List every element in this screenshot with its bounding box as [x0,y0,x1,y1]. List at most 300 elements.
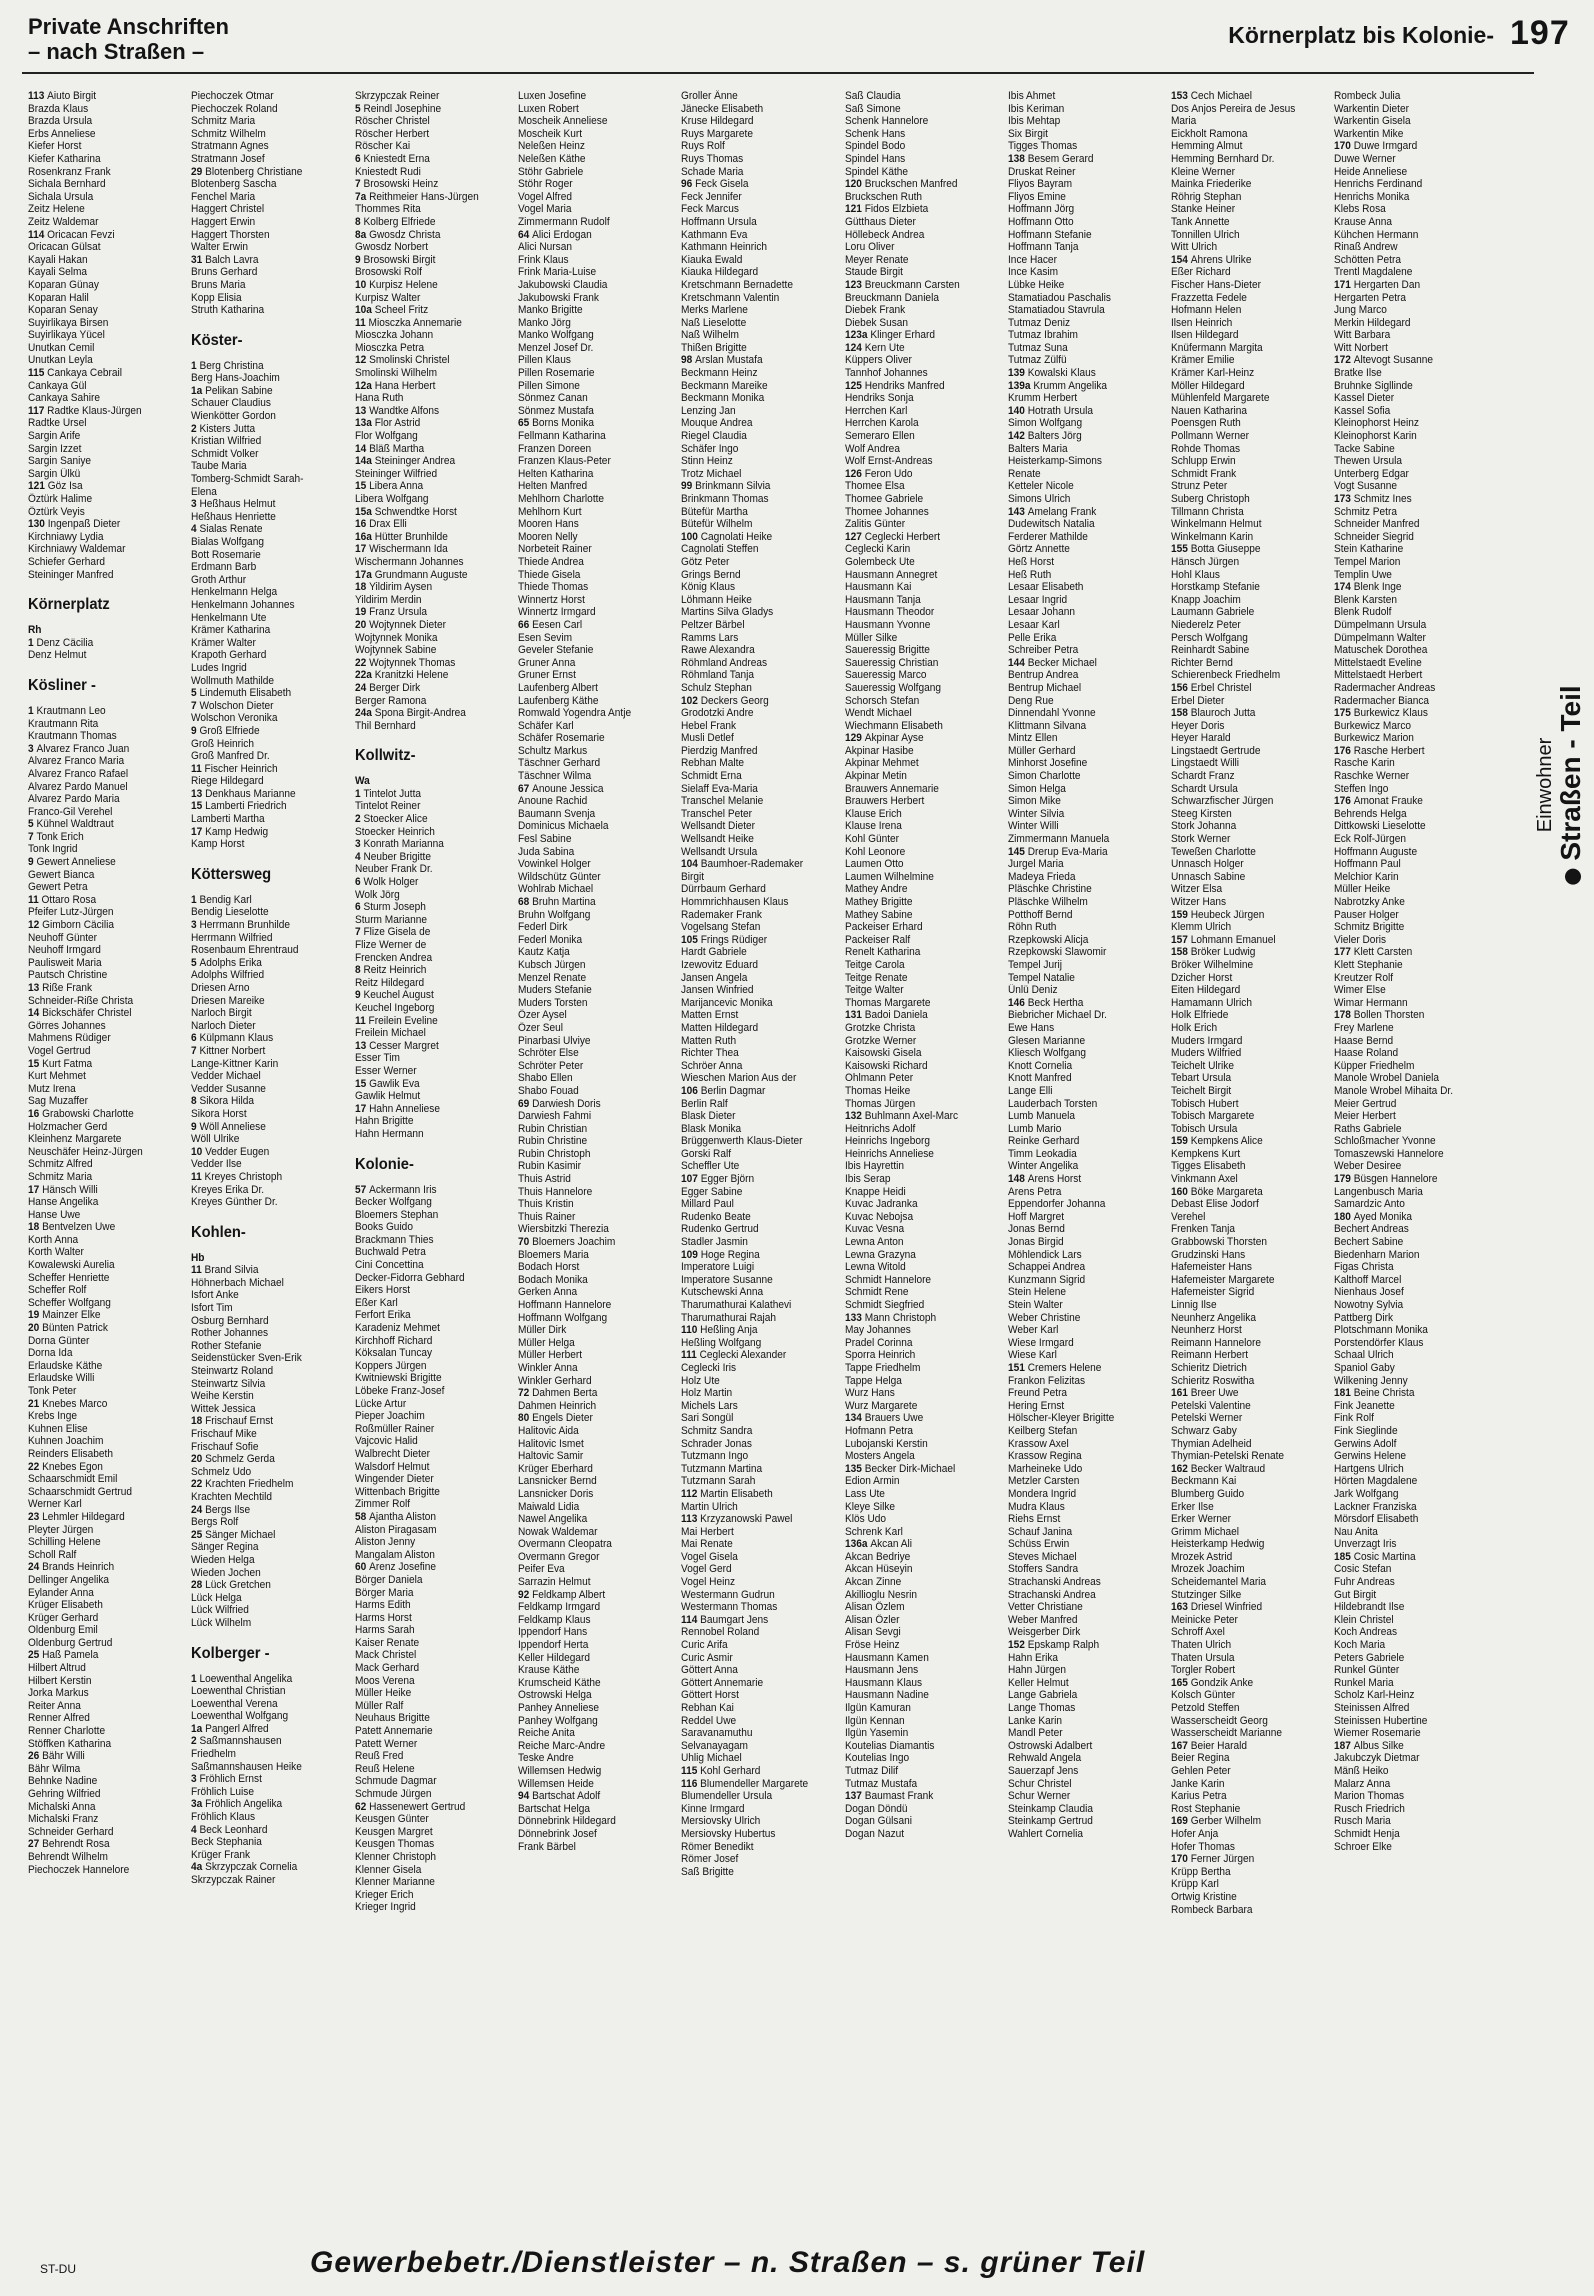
resident-entry: Schur Christel [1007,1777,1072,1790]
resident-entry: Hardt Gabriele [681,946,748,959]
resident-entry: Renate [1007,467,1041,480]
resident-entry: Thiede Andrea [517,555,584,568]
resident-entry: Thaten Ursula [1171,1651,1235,1664]
resident-entry: Freund Petra [1007,1387,1067,1400]
resident-entry: Küpper Friedhelm [1334,1059,1415,1072]
resident-entry: Schmitz Sandra [681,1424,753,1437]
resident-entry: Fröhlich Klaus [191,1811,256,1824]
resident-entry: Mittelstaedt Herbert [1334,669,1423,682]
resident-entry: König Klaus [681,581,736,594]
resident-entry: Bruhn Wolfgang [517,908,591,921]
resident-entry: Stein Katharine [1334,543,1404,556]
resident-entry: Beckmann Heinz [681,367,758,380]
resident-entry: Sichala Bernhard [28,178,106,191]
resident-entry: 28 Lück Gretchen [191,1579,272,1592]
resident-entry: Schiefer Gerhard [28,555,106,568]
resident-entry: 24 Berger Dirk [354,681,420,694]
resident-entry: Koutelias Diamantis [844,1739,934,1752]
resident-entry: 159 Kempkens Alice [1171,1135,1263,1148]
resident-entry: Scheidemantel Maria [1171,1576,1267,1589]
resident-entry: Sielaff Eva-Maria [681,782,759,795]
resident-entry: Wellsandt Heike [681,833,755,846]
resident-entry: 158 Blauroch Jutta [1171,707,1256,720]
resident-entry: Lück Wilhelm [191,1616,252,1629]
resident-entry: Müller Heike [1334,883,1391,896]
resident-entry: Mack Christel [354,1649,416,1662]
resident-entry: Schmude Jürgen [354,1788,432,1800]
resident-entry: Lewna Anton [844,1236,904,1249]
resident-entry: Haggert Thorsten [191,228,270,241]
resident-entry: Rudenko Gertrud [681,1223,759,1236]
resident-entry: Narloch Birgit [191,1007,253,1020]
resident-entry: Küppers Oliver [844,354,912,367]
resident-entry: Krieger Erich [354,1888,414,1901]
resident-entry: 19 Franz Ursula [354,606,427,619]
resident-entry: 5 Kühnel Waldtraut [28,818,114,831]
resident-entry: 8 Kolberg Elfriede [354,215,436,228]
resident-entry: Jakubowski Frank [517,291,599,304]
resident-entry: Wohlrab Michael [517,883,594,896]
resident-entry: Hanse Angelika [28,1196,99,1209]
resident-entry: Moscheik Kurt [517,127,583,140]
resident-entry: 123a Klinger Erhard [844,329,935,342]
resident-entry: Wildschütz Günter [517,870,601,883]
resident-entry: Hendriks Sonja [844,392,914,405]
resident-entry: 15a Schwendtke Horst [354,505,457,518]
resident-entry: Steininger Manfred [28,568,114,581]
resident-entry: Brosowski Rolf [354,266,422,279]
resident-entry: Klittmann Silvana [1007,719,1086,732]
resident-entry: Röscher Kai [354,140,410,153]
resident-entry: Rombeck Julia [1334,90,1401,102]
resident-entry: Schmitz Wilhelm [191,127,267,140]
resident-entry: 3 Heßhaus Helmut [191,498,276,511]
resident-entry: Laumen Wilhelmine [844,870,934,883]
resident-entry: Thuis Hannelore [517,1185,593,1198]
resident-entry: Becker Wolfgang [354,1196,432,1209]
resident-entry: Pillen Simone [517,379,580,392]
resident-entry: Unutkan Cemil [28,341,95,354]
resident-entry: Unutkan Leyla [28,354,93,367]
resident-entry: Struth Katharina [191,304,265,317]
resident-entry: Pillen Rosemarie [517,367,595,380]
resident-entry: Adolphs Wilfried [191,969,265,982]
resident-entry: Manko Wolfgang [517,329,594,342]
resident-entry: Tappe Helga [844,1374,902,1387]
resident-entry: 158 Bröker Ludwig [1171,946,1256,959]
resident-entry: Pattberg Dirk [1334,1311,1394,1324]
resident-entry: Thil Bernhard [354,719,416,732]
resident-entry: Trentl Magdalene [1334,266,1413,279]
resident-entry: Görtz Annette [1007,543,1070,556]
resident-entry: Lumb Mario [1007,1122,1062,1135]
resident-entry: Kassel Sofia [1334,404,1391,417]
resident-entry: Rasche Karin [1334,757,1396,770]
resident-entry: Ippendorf Herta [517,1639,589,1652]
resident-entry: Dinnendahl Yvonne [1007,707,1096,720]
resident-entry: Vieler Doris [1334,933,1387,946]
resident-entry: Kinne Irmgard [681,1802,745,1815]
resident-entry: Schmitz Maria [28,1170,93,1183]
resident-entry: Fink Sieglinde [1334,1424,1398,1437]
resident-entry: Federl Monika [517,933,583,946]
resident-entry: 12 Gimborn Cäcilia [28,919,115,932]
resident-entry: Grabbowski Thorsten [1171,1236,1268,1249]
resident-entry: Lass Ute [844,1487,885,1500]
resident-entry: Witt Ulrich [1171,241,1218,254]
resident-entry: 18 Yildirim Aysen [354,581,432,594]
resident-entry: 156 Erbel Christel [1171,681,1252,694]
resident-entry: Wingender Dieter [354,1473,434,1486]
resident-entry: Kurt Mehmet [28,1070,86,1083]
resident-entry: Dudewitsch Natalia [1007,518,1095,531]
resident-entry: Peters Gabriele [1334,1651,1405,1664]
resident-entry: Merkin Hildegard [1334,316,1411,329]
resident-entry: Ewe Hans [1007,1021,1054,1034]
resident-entry: Bütefür Martha [681,505,749,518]
resident-entry: Bergs Rolf [191,1516,239,1529]
resident-entry: Hilbert Kerstin [28,1674,92,1687]
resident-entry: Schwarzfischer Jürgen [1171,795,1274,808]
resident-entry: Stoecker Heinrich [354,825,435,838]
resident-entry: 4 Neuber Brigitte [354,850,431,863]
street-heading: Kolberger - [191,1644,270,1662]
resident-entry: 21 Knebes Marco [28,1397,108,1410]
resident-entry: Akcan Bedriye [844,1550,910,1563]
resident-entry: Sikora Horst [191,1107,247,1120]
resident-entry: Tutmaz Dilif [844,1764,898,1777]
resident-entry: Eylander Anna [28,1586,94,1599]
resident-entry: Friedhelm [191,1748,237,1761]
resident-entry: Müller Helga [517,1336,575,1349]
directory-column [28,90,173,2220]
resident-entry: Herrchen Karl [844,404,907,417]
resident-entry: Cagnolati Steffen [681,543,759,556]
resident-entry: Harms Edith [354,1599,411,1612]
resident-entry: Wendt Michael [844,707,912,720]
resident-entry: 165 Gondzik Anke [1171,1676,1254,1689]
resident-entry: Blenk Rudolf [1334,606,1392,619]
resident-entry: Arens Petra [1007,1185,1062,1198]
resident-entry: 16a Hütter Brunhilde [354,530,448,543]
resident-entry: 3a Fröhlich Angelika [191,1798,283,1811]
resident-entry: Helten Katharina [517,467,594,480]
resident-entry: Kautz Katja [517,946,570,959]
resident-entry: Druskat Reiner [1007,165,1076,178]
resident-entry: Muders Irmgard [1171,1034,1243,1047]
resident-entry: Alvarez Pardo Maria [28,793,120,806]
resident-entry: Vogel Gerd [681,1563,732,1576]
resident-entry: Zimmer Rolf [354,1498,410,1511]
resident-entry: Millard Paul [681,1198,735,1211]
resident-entry: Schultz Markus [517,744,588,757]
resident-entry: 7 Kittner Norbert [191,1044,266,1057]
directory-column [845,90,990,2220]
resident-entry: Schrenk Karl [844,1525,903,1538]
resident-entry: Gütthaus Dieter [844,215,916,228]
directory-column [1334,90,1479,2220]
resident-entry: Oricacan Gülsat [28,241,101,254]
resident-entry: 12 Smolinski Christel [354,354,450,367]
resident-entry: Knüfermann Margita [1171,341,1263,354]
resident-entry: Winnertz Irmgard [517,606,596,619]
resident-entry: Sturm Marianne [354,913,427,926]
resident-entry: Mooren Hans [517,518,579,531]
resident-entry: Vinkmann Axel [1171,1173,1238,1186]
resident-entry: Herrchen Karola [844,417,919,430]
resident-entry: Kliesch Wolfgang [1007,1047,1086,1060]
side-tab-big-label: Straßen - Teil [1555,685,1586,861]
resident-entry: Schneider Manfred [1334,518,1420,531]
resident-entry: Schmidt Henja [1334,1827,1401,1840]
resident-entry: 173 Schmitz Ines [1334,493,1413,505]
resident-entry: 22 Knebes Egon [28,1460,103,1473]
resident-entry: Plotschmann Monika [1334,1324,1429,1337]
resident-entry: Libera Wolfgang [354,493,429,505]
resident-entry: Lackner Franziska [1334,1500,1418,1513]
resident-entry: 135 Becker Dirk-Michael [844,1462,955,1475]
resident-entry: 100 Cagnolati Heike [681,530,773,543]
resident-entry: Krämer Karl-Heinz [1171,367,1255,380]
resident-entry: Akpinar Mehmet [844,757,919,770]
resident-entry: Mehlhorn Charlotte [517,493,604,505]
resident-entry: Holzmacher Gerd [28,1120,108,1133]
resident-entry: Sauerzapf Jens [1007,1764,1079,1777]
resident-entry: Fink Rolf [1334,1412,1375,1425]
resident-entry: Neuhaus Brigitte [354,1712,430,1725]
resident-entry: 102 Deckers Georg [681,694,769,707]
resident-entry: Uhlig Michael [681,1752,742,1765]
resident-entry: Knappe Heidi [844,1185,906,1198]
resident-entry: Steves Michael [1007,1550,1077,1563]
resident-entry: Mintz Ellen [1007,732,1058,745]
resident-entry: Heyer Harald [1171,732,1231,745]
resident-entry: Gewert Petra [28,881,88,894]
resident-entry: Ibis Hayrettin [844,1160,904,1173]
street-heading: Köttersweg [191,865,272,883]
resident-entry: Mutz Irena [28,1082,76,1095]
resident-entry: Tutmaz Mustafa [844,1777,917,1790]
resident-entry: Keusgen Margret [354,1825,433,1838]
resident-entry: 169 Gerber Wilhelm [1171,1815,1262,1828]
resident-entry: Stutzinger Silke [1171,1588,1242,1601]
resident-entry: Roßmüller Rainer [354,1422,434,1435]
resident-entry: Thiede Thomas [517,581,589,594]
resident-entry: Riegel Claudia [681,430,748,443]
resident-entry: May Johannes [844,1324,911,1337]
resident-entry: Egger Sabine [681,1185,743,1198]
resident-entry: Wellsandt Dieter [681,820,756,833]
resident-entry: Bartschat Helga [517,1802,590,1815]
resident-entry: Michels Lars [681,1399,738,1412]
resident-entry: Kalthoff Marcel [1334,1273,1402,1286]
resident-entry: Mathey Andre [844,883,907,896]
resident-entry: 129 Akpinar Ayse [844,732,924,745]
resident-entry: Schröer Anna [681,1059,743,1072]
resident-entry: Pillen Klaus [517,354,571,367]
resident-entry: Mörsdorf Elisabeth [1334,1513,1419,1526]
resident-entry: Tigges Elisabeth [1171,1160,1246,1173]
resident-entry: Neleßen Käthe [517,152,586,165]
resident-entry: 9 Groß Elfriede [191,724,260,737]
resident-entry: Henrichs Ferdinand [1334,178,1423,191]
resident-entry: Helten Manfred [517,480,588,493]
resident-entry: Radtke Ursel [28,417,87,430]
resident-entry: Narloch Dieter [191,1019,256,1032]
resident-entry: 14a Steininger Andrea [354,455,455,468]
resident-entry: Ince Kasim [1007,266,1058,279]
resident-entry: Höllebeck Andrea [844,228,924,241]
resident-entry: Manole Wrobel Daniela [1334,1072,1440,1085]
resident-entry: Scheffer Henriette [28,1271,110,1284]
resident-entry: 115 Cankaya Cebrail [28,367,122,380]
resident-entry: Behrendt Wilhelm [28,1850,108,1863]
resident-entry: 116 Blumendeller Margarete [681,1777,809,1790]
resident-entry: Bodach Monika [517,1273,588,1286]
resident-entry: Gruner Anna [517,656,576,669]
resident-entry: Piechoczek Hannelore [28,1863,130,1876]
resident-entry: Gorski Ralf [681,1147,732,1160]
resident-entry: 4 Beck Leonhard [191,1823,268,1836]
resident-entry: 10a Scheel Fritz [354,304,428,317]
resident-entry: 124 Kern Ute [844,341,905,354]
resident-entry: Neuschäfer Heinz-Jürgen [28,1145,143,1158]
resident-entry: Laumann Gabriele [1171,606,1255,619]
resident-entry: Stamatiadou Stavrula [1007,304,1105,317]
resident-entry: Mrozek Astrid [1171,1550,1233,1563]
resident-entry: Brazda Ursula [28,115,93,128]
resident-entry: 161 Breer Uwe [1171,1387,1239,1400]
resident-entry: Esser Tim [354,1052,400,1065]
resident-entry: Schmitz Alfred [28,1158,93,1171]
resident-entry: Nawel Angelika [517,1513,588,1526]
resident-entry: Börger Daniela [354,1573,423,1586]
resident-entry: Eßer Richard [1171,266,1231,279]
resident-entry: Edion Armin [844,1475,900,1488]
resident-entry: Blumberg Guido [1171,1487,1245,1500]
resident-entry: Menzel Renate [517,971,586,984]
resident-entry: Menzel Josef Dr. [517,341,594,354]
resident-entry: Peifer Eva [517,1563,565,1576]
resident-entry: 94 Bartschat Adolf [517,1790,601,1803]
resident-entry: Klein Christel [1334,1613,1395,1626]
resident-entry: 11 Ottaro Rosa [28,893,97,906]
resident-entry: Wurz Hans [844,1387,895,1400]
resident-entry: Krämer Katharina [191,624,271,637]
resident-entry: Mathey Sabine [844,908,913,921]
resident-entry: Koparan Günay [28,278,99,291]
resident-entry: Dzicher Horst [1171,971,1233,984]
resident-entry: Sarrazin Helmut [517,1576,591,1589]
resident-entry: Radermacher Bianca [1334,694,1430,707]
resident-entry: Grudzinski Hans [1171,1248,1246,1261]
resident-entry: Jakubowski Claudia [517,278,608,291]
side-tab-small-label: Einwohner [1534,737,1556,833]
resident-entry: Weisgerber Dirk [1007,1626,1081,1639]
resident-entry: Bloemers Stephan [354,1208,438,1221]
resident-entry: Kleye Silke [844,1500,895,1513]
resident-entry: Hausmann Tanja [844,593,921,606]
resident-entry: Bratke Ilse [1334,367,1383,380]
resident-entry: Harms Sarah [354,1624,415,1637]
resident-entry: Suyirlikaya Yücel [28,329,105,342]
resident-entry: Federl Dirk [517,921,568,934]
resident-entry: Hörten Magdalene [1334,1475,1418,1488]
resident-entry: Driesen Mareike [191,994,265,1007]
resident-entry: Schneider Gerhard [28,1825,114,1838]
resident-entry: Dos Anjos Pereira de Jesus [1171,102,1296,115]
resident-entry: Dogan Gülsani [844,1815,912,1828]
resident-entry: Birgit [681,870,705,883]
resident-entry: Erker Werner [1171,1513,1232,1526]
resident-entry: 154 Ahrens Ulrike [1171,253,1252,266]
resident-entry: Pläschke Wilhelm [1007,896,1088,908]
resident-entry: Rosenkranz Frank [28,165,111,178]
resident-entry: Flor Wolfgang [354,430,418,443]
resident-entry: Imperatore Susanne [681,1273,773,1286]
resident-entry: Blenk Karsten [1334,593,1398,606]
resident-entry: Hohl Klaus [1171,568,1221,581]
resident-entry: Diebek Susan [844,316,908,329]
resident-entry: Kreyes Erika Dr. [191,1183,265,1196]
resident-entry: Tintelot Reiner [354,800,421,813]
resident-entry: Isfort Anke [191,1289,240,1302]
resident-entry: Tonk Peter [28,1385,77,1397]
resident-entry: Wieschen Marion Aus der [681,1072,797,1085]
resident-entry: Lesaar Elisabeth [1007,581,1084,594]
resident-entry: Erlaudske Willi [28,1372,95,1385]
resident-entry: Hofer Thomas [1171,1840,1236,1853]
resident-entry: Warkentin Dieter [1334,102,1410,115]
resident-entry: 1a Pelikan Sabine [191,384,273,397]
resident-entry: Hoffmann Ursula [681,215,757,228]
resident-entry: Herrmann Wilfried [191,931,273,944]
directory-column [518,90,663,2220]
resident-entry: Hoffmann Wolfgang [517,1311,607,1324]
district-code: Hb [191,1251,205,1264]
resident-entry: Hilbert Altrud [28,1662,86,1675]
resident-entry: Runkel Günter [1334,1664,1400,1677]
resident-entry: Dönnebrink Hildegard [517,1815,616,1828]
resident-entry: Cankaya Sahire [28,392,101,405]
resident-entry: Thymian-Petelski Renate [1171,1450,1285,1463]
resident-entry: Minhorst Josefine [1007,757,1088,770]
resident-entry: Scholl Ralf [28,1548,77,1561]
resident-entry: Meyer Renate [844,253,909,266]
resident-entry: 1 Tintelot Jutta [354,787,421,800]
resident-entry: Thißen Brigitte [681,341,747,354]
resident-entry: Vogel Heinz [681,1576,736,1589]
resident-entry: Ferfort Erika [354,1309,411,1322]
resident-entry: Pfeifer Lutz-Jürgen [28,906,114,919]
resident-entry: Krachten Mechtild [191,1490,273,1503]
resident-entry: Bodach Horst [517,1261,580,1274]
resident-entry: Vajcovic Halid [354,1435,418,1448]
resident-entry: Henkelmann Johannes [191,598,295,611]
resident-entry: 2 Stoecker Alice [354,813,428,826]
resident-entry: 69 Darwiesh Doris [517,1097,601,1110]
resident-entry: Tutmaz Suna [1007,341,1068,354]
resident-entry: 134 Brauers Uwe [844,1412,923,1425]
resident-entry: 155 Botta Giuseppe [1171,543,1261,556]
resident-entry: 12a Hana Herbert [354,379,436,392]
resident-entry: Holk Erich [1171,1021,1218,1034]
resident-entry: Simons Ulrich [1007,493,1071,505]
resident-entry: Riehs Ernst [1007,1513,1061,1526]
resident-entry: Lange-Kittner Karin [191,1057,279,1070]
resident-entry: Neunherz Angelika [1171,1311,1257,1324]
resident-entry: 1a Pangerl Alfred [191,1722,269,1735]
